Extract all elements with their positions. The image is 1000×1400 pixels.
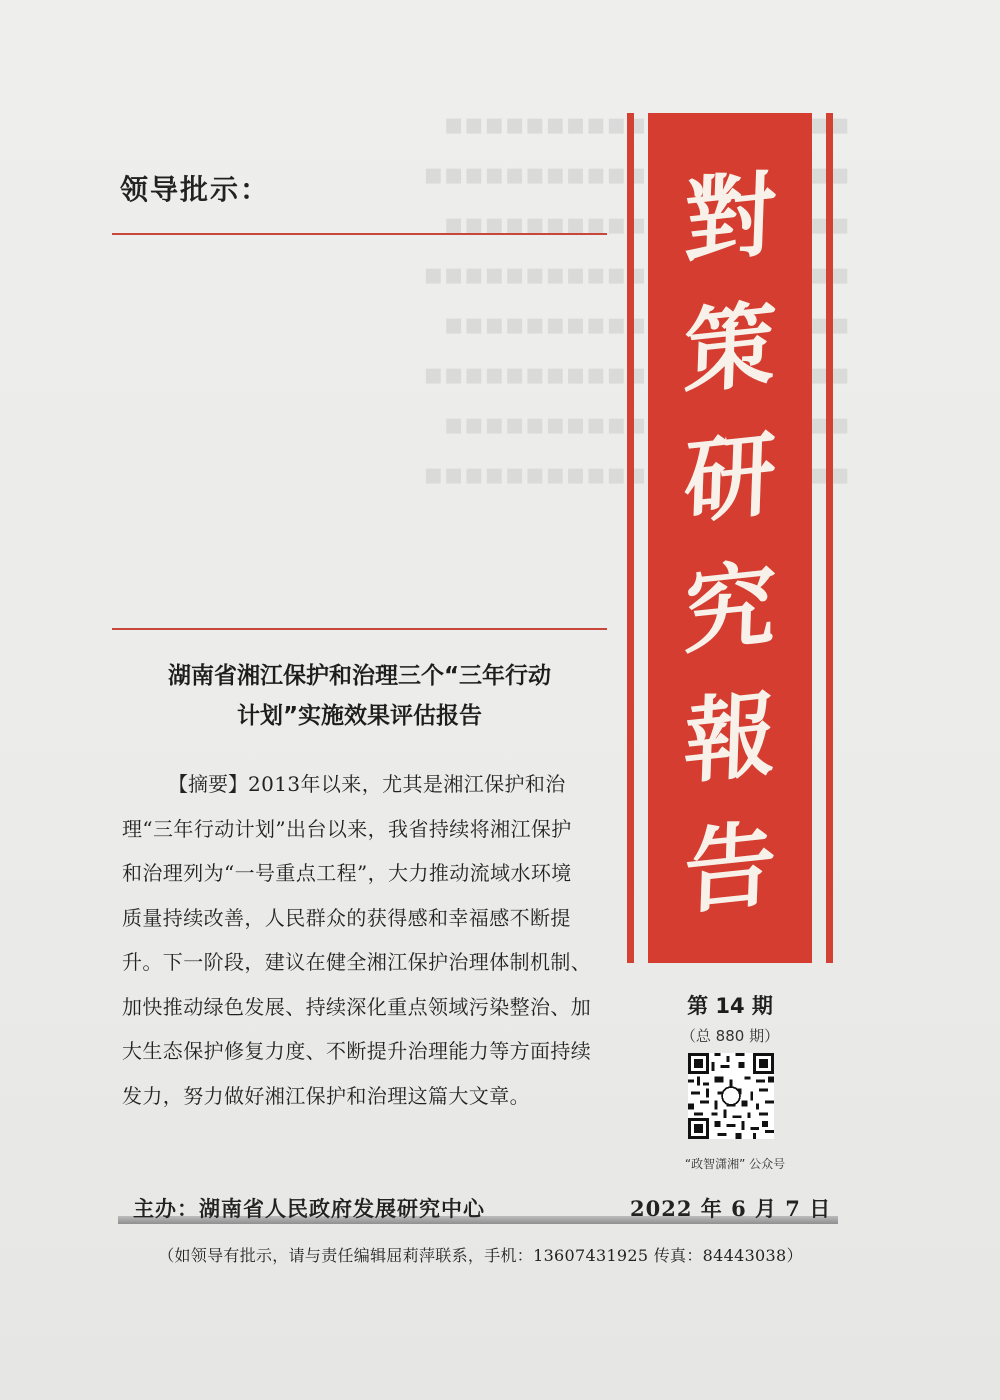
qr-caption: “政智潇湘” 公众号 xyxy=(684,1157,786,1171)
show-through-texture: ▪▪▪▪▪▪▪▪▪▪▪▪▪▪▪▪▪▪▪▪ ▪▪▪▪▪▪▪▪▪▪▪▪▪▪▪▪▪▪▪▪▪ ▪▪▪▪▪▪▪▪▪▪▪▪▪▪▪▪▪▪▪▪ ▪▪▪▪▪▪▪▪▪▪▪▪▪▪▪▪▪▪▪▪▪ ▪▪▪▪▪▪▪▪▪▪▪▪▪▪▪▪▪▪▪▪ ▪▪▪▪▪▪▪▪▪▪▪▪▪▪▪▪▪▪▪▪▪ ▪▪▪▪▪▪▪▪▪▪▪▪▪▪▪▪▪▪▪▪ ▪▪▪▪▪▪▪▪▪▪▪▪▪▪▪▪▪▪▪▪▪ xyxy=(423,107,850,492)
masthead-band xyxy=(627,113,833,963)
issue-number: 第 14 期 xyxy=(687,994,773,1018)
leader-instructions-label: 领导批示： xyxy=(120,173,271,206)
masthead-title xyxy=(648,113,812,963)
article-abstract xyxy=(122,762,592,1118)
article-title xyxy=(112,656,607,736)
abstract-label: 【摘要】 xyxy=(168,772,248,796)
issue-total-number: （总 880 期） xyxy=(680,1027,780,1045)
article-title-line-1: 湖南省湘江保护和治理三个“三年行动 xyxy=(167,663,552,689)
masthead-stripe-right xyxy=(826,113,833,963)
masthead-stripe-left xyxy=(627,113,634,963)
qr-code-icon xyxy=(688,1053,774,1139)
red-divider-middle xyxy=(112,628,607,630)
masthead-char-4: 究 xyxy=(682,548,778,668)
masthead-char-5: 報 xyxy=(682,678,778,798)
red-divider-top xyxy=(112,233,607,235)
masthead-char-1: 對 xyxy=(682,158,778,278)
masthead-char-6: 告 xyxy=(682,808,778,928)
sponsor-line: 主办：湖南省人民政府发展研究中心 xyxy=(133,1196,485,1221)
masthead-char-2: 策 xyxy=(682,288,778,408)
issue-date: 2022 年 6 月 7 日 xyxy=(630,1196,832,1221)
abstract-text: 2013年以来，尤其是湘江保护和治理“三年行动计划”出台以来，我省持续将湘江保护和治理列为“一号重点工程”，大力推动流域水环境质量持续改善，人民群众的获得感和幸福感不断提升。下一阶段，建议在健全湘江保护治理体制机制、加快推动绿色发展、持续深化重点领域污染整治、加大生态保护修复力度、不断提升治理能力等方面持续发力，努力做好湘江保护和治理这篇大文章。 xyxy=(122,772,592,1108)
masthead-char-3: 研 xyxy=(682,418,778,538)
contact-note: （如领导有批示，请与责任编辑屈莉萍联系，手机：13607431925 传真：84443038） xyxy=(158,1246,803,1265)
article-title-line-2: 计划”实施效果评估报告 xyxy=(236,703,483,729)
